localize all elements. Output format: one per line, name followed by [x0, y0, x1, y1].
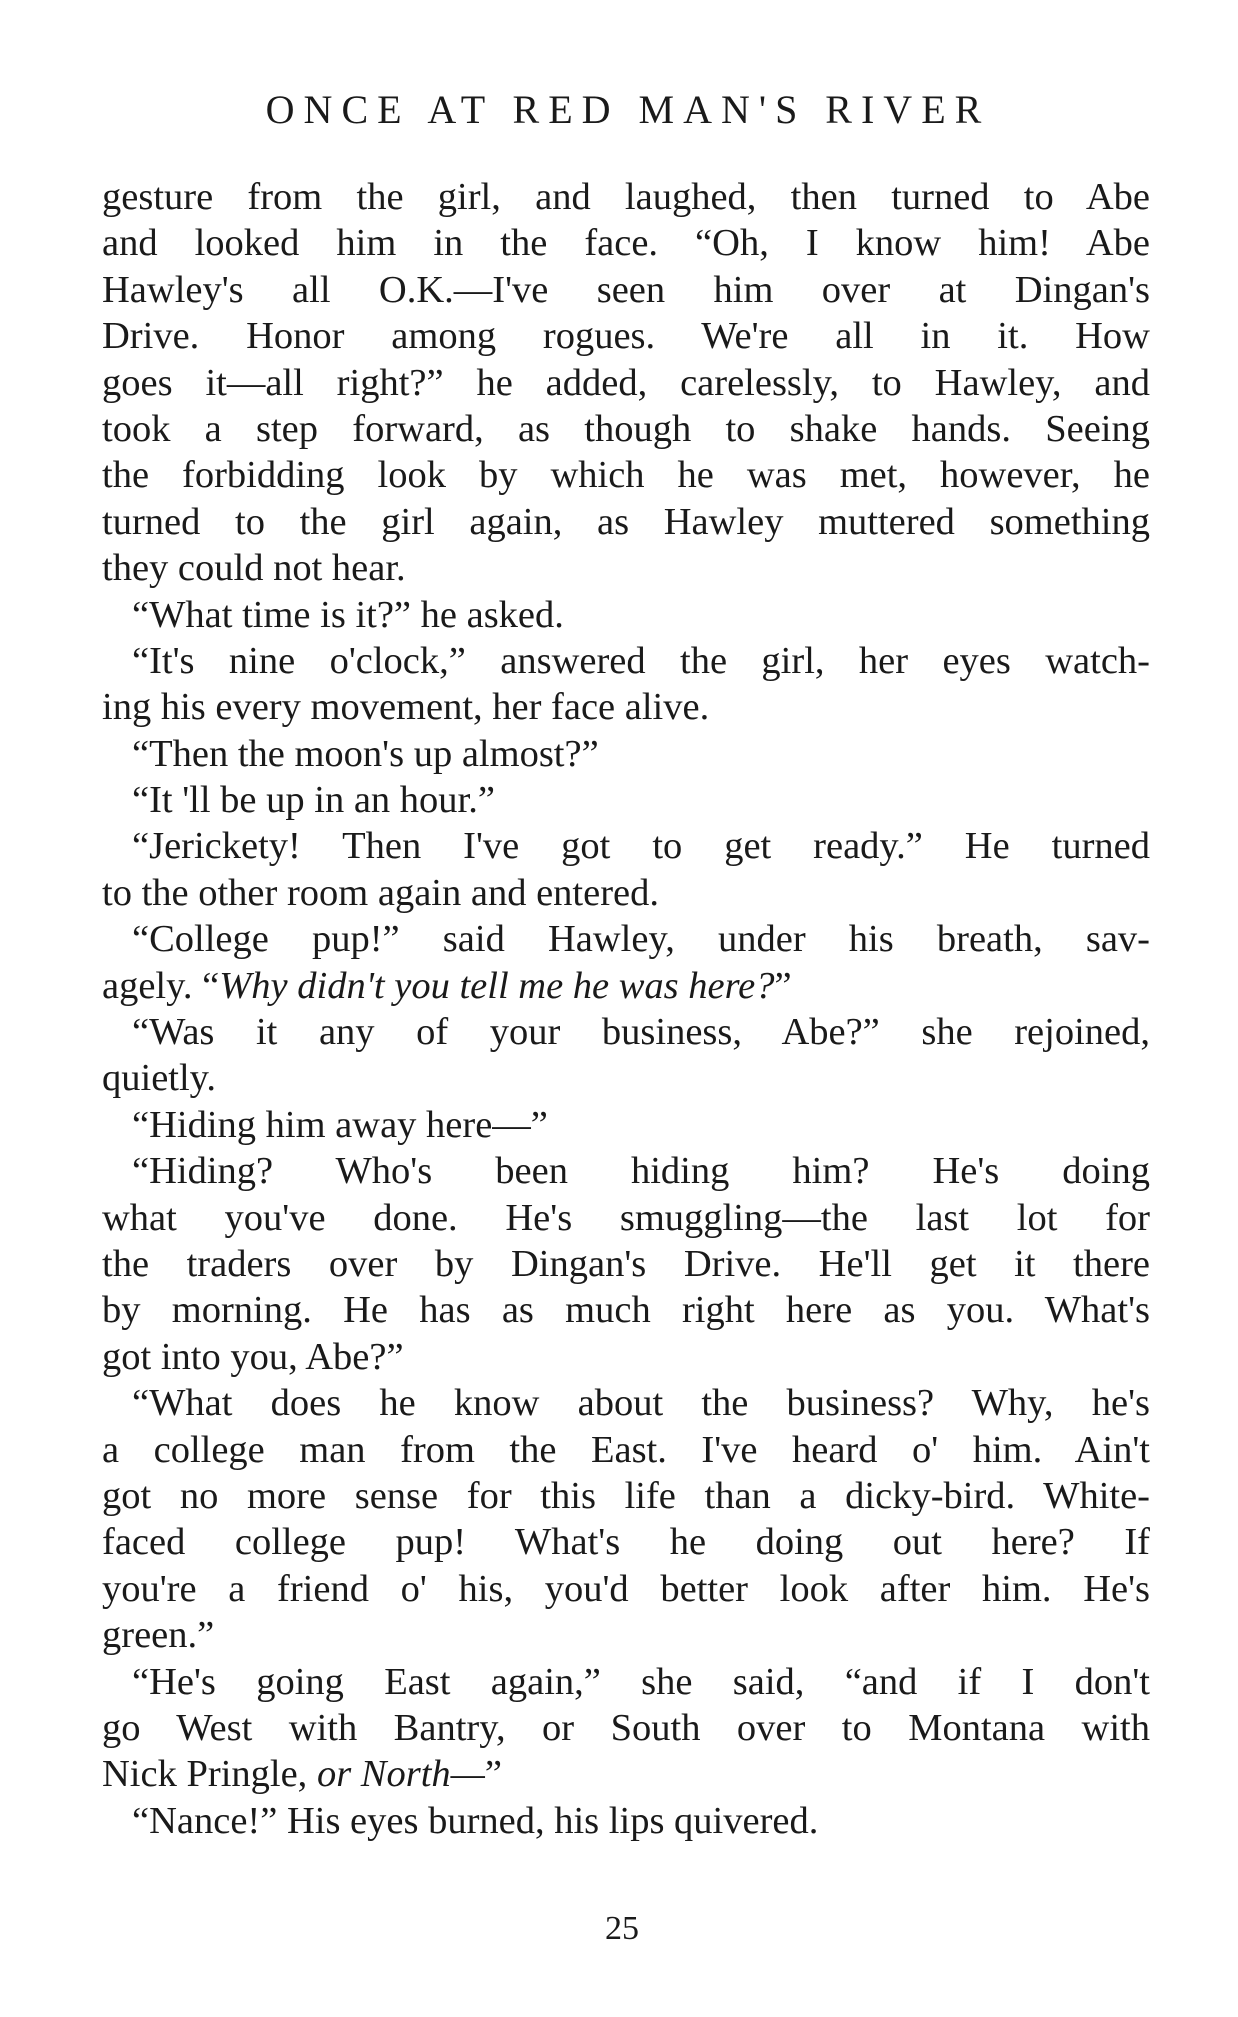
text-line: ing his every movement, her face alive.: [102, 686, 710, 729]
text-line: Nick Pringle, or North—”: [102, 1753, 502, 1796]
body-text: [102, 174, 1150, 1844]
text-line: took a step forward, as though to shake hands. Seeing: [102, 407, 1150, 450]
text-line: “Hiding him away here—”: [132, 1103, 548, 1146]
text-line: “He's going East again,” she said, “and if I don't: [132, 1660, 1150, 1703]
text-line: got into you, Abe?”: [102, 1335, 404, 1378]
text-line: “College pup!” said Hawley, under his breath, sav-: [132, 918, 1150, 961]
text-line: they could not hear.: [102, 547, 406, 590]
text-line: a college man from the East. I've heard o' him. Ain't: [102, 1428, 1150, 1471]
text-line: “What time is it?” he asked.: [132, 593, 564, 636]
text-line: “Hiding? Who's been hiding him? He's doing: [132, 1150, 1150, 1193]
text-line: “Jerickety! Then I've got to get ready.” He turned: [132, 825, 1150, 868]
text-line: “Then the moon's up almost?”: [132, 732, 599, 775]
text-line: and looked him in the face. “Oh, I know him! Abe: [102, 222, 1150, 265]
text-line: by morning. He has as much right here as you. What's: [102, 1289, 1150, 1332]
text-line: goes it—all right?” he added, carelessly, to Hawley, and: [102, 361, 1150, 404]
text-line: “It 'll be up in an hour.”: [132, 779, 495, 822]
text-line: got no more sense for this life than a dicky-bird. White-: [102, 1474, 1150, 1517]
text-line: what you've done. He's smuggling—the last lot for: [102, 1196, 1150, 1239]
text-line: turned to the girl again, as Hawley muttered something: [102, 500, 1150, 543]
text-line: to the other room again and entered.: [102, 871, 659, 914]
text-line: agely. “Why didn't you tell me he was here?”: [102, 964, 792, 1007]
text-line: you're a friend o' his, you'd better look after him. He's: [102, 1567, 1150, 1610]
text-line: faced college pup! What's he doing out here? If: [102, 1521, 1150, 1564]
text-line: “It's nine o'clock,” answered the girl, her eyes watch-: [132, 639, 1150, 682]
text-line: go West with Bantry, or South over to Montana with: [102, 1706, 1150, 1749]
text-line: “Was it any of your business, Abe?” she rejoined,: [132, 1011, 1150, 1054]
text-line: the forbidding look by which he was met, however, he: [102, 454, 1150, 497]
text-line: Hawley's all O.K.—I've seen him over at Dingan's: [102, 268, 1150, 311]
running-title: ONCE AT RED MAN'S RIVER: [265, 87, 991, 132]
text-line: Drive. Honor among rogues. We're all in it. How: [102, 315, 1150, 358]
text-line: green.”: [102, 1614, 215, 1657]
text-line: quietly.: [102, 1057, 217, 1100]
text-line: “Nance!” His eyes burned, his lips quivered.: [132, 1799, 819, 1842]
text-line: the traders over by Dingan's Drive. He'll get it there: [102, 1242, 1150, 1285]
page-number: 25: [605, 1910, 639, 1947]
text-line: “What does he know about the business? Why, he's: [132, 1382, 1150, 1425]
text-line: gesture from the girl, and laughed, then turned to Abe: [102, 176, 1150, 218]
